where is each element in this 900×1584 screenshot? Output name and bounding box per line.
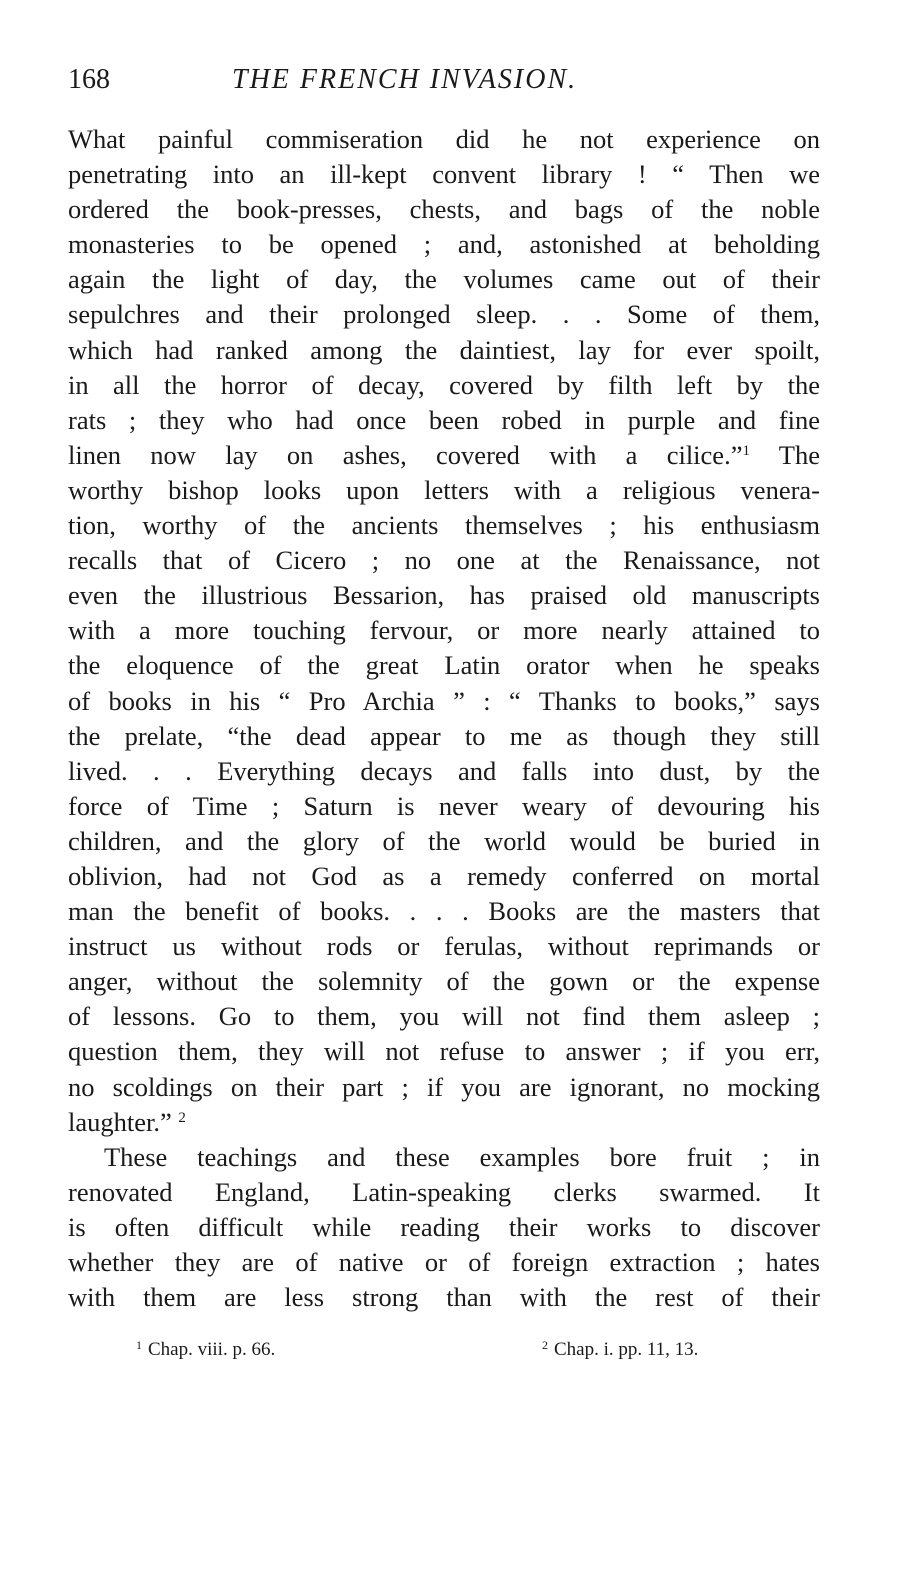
text-line-with-footnote [68, 1105, 820, 1140]
text-line: with a more touching fervour, or more nearly attained to [68, 615, 820, 646]
text-line: again the light of day, the volumes came out of their [68, 264, 820, 295]
text-line: is often difficult while reading their works to discover [68, 1211, 820, 1242]
text-line: worthy bishop looks upon letters with a religious venera- [68, 474, 820, 505]
text-line: in all the horror of decay, covered by filth left by the [68, 369, 820, 400]
page-number: 168 [68, 64, 110, 95]
page-header [68, 60, 820, 100]
text-line: force of Time ; Saturn is never weary of devouring his [68, 790, 820, 821]
text-line: penetrating into an ill-kept convent library ! “ Then we [68, 159, 820, 190]
line-text: laughter.” [68, 1106, 172, 1137]
line-continuation: The [778, 439, 820, 470]
text-line: no scoldings on their part ; if you are ignorant, no mocking [68, 1071, 820, 1102]
footnote-number: 2 [542, 1338, 548, 1352]
text-line: of lessons. Go to them, you will not find them asleep ; [68, 1001, 820, 1032]
text-line: sepulchres and their prolonged sleep. . . Some of them, [68, 299, 820, 330]
footnote-mark-1: 1 [742, 442, 750, 459]
text-line: children, and the glory of the world would be buried in [68, 825, 820, 856]
footnote-mark-2: 2 [178, 1109, 186, 1126]
footnotes [68, 1330, 820, 1360]
text-line: man the benefit of books. . . . Books are the masters that [68, 896, 820, 927]
text-line: tion, worthy of the ancients themselves ; his enthusiasm [68, 510, 820, 541]
text-line: rats ; they who had once been robed in purple and fine [68, 404, 820, 435]
text-line: lived. . . Everything decays and falls into dust, by the [68, 755, 820, 786]
text-line: recalls that of Cicero ; no one at the Renaissance, not [68, 545, 820, 576]
text-line: What painful commiseration did he not experience on [68, 124, 820, 154]
text-line: with them are less strong than with the rest of their [68, 1282, 820, 1313]
footnote-1 [136, 1330, 275, 1365]
running-title: THE FRENCH INVASION. [232, 64, 578, 95]
text-line: renovated England, Latin-speaking clerks swarmed. It [68, 1176, 820, 1207]
text-line: of books in his “ Pro Archia ” : “ Thanks to books,” says [68, 685, 820, 716]
footnote-2 [542, 1330, 698, 1365]
body-text [68, 122, 820, 1315]
text-line: anger, without the solemnity of the gown or the expense [68, 966, 820, 997]
text-line: These teachings and these examples bore fruit ; in [104, 1141, 820, 1172]
text-line: instruct us without rods or ferulas, without reprimands or [68, 931, 820, 962]
text-line-with-footnote [68, 438, 820, 473]
text-line: which had ranked among the daintiest, lay for ever spoilt, [68, 334, 820, 365]
text-line: ordered the book-presses, chests, and bags of the noble [68, 194, 820, 225]
footnote-number: 1 [136, 1338, 142, 1352]
text-line: even the illustrious Bessarion, has praised old manuscripts [68, 580, 820, 611]
footnote-text: Chap. viii. p. 66. [148, 1339, 276, 1360]
text-line: whether they are of native or of foreign extraction ; hates [68, 1247, 820, 1277]
text-line: monasteries to be opened ; and, astonished at beholding [68, 229, 820, 260]
line-text: linen now lay on ashes, covered with a cilice.” [68, 439, 743, 470]
text-line: oblivion, had not God as a remedy conferred on mortal [68, 860, 820, 891]
text-line: question them, they will not refuse to answer ; if you err, [68, 1036, 820, 1067]
text-line: the prelate, “the dead appear to me as though they still [68, 720, 820, 751]
text-line: the eloquence of the great Latin orator when he speaks [68, 650, 820, 681]
footnote-text: Chap. i. pp. 11, 13. [554, 1339, 699, 1360]
